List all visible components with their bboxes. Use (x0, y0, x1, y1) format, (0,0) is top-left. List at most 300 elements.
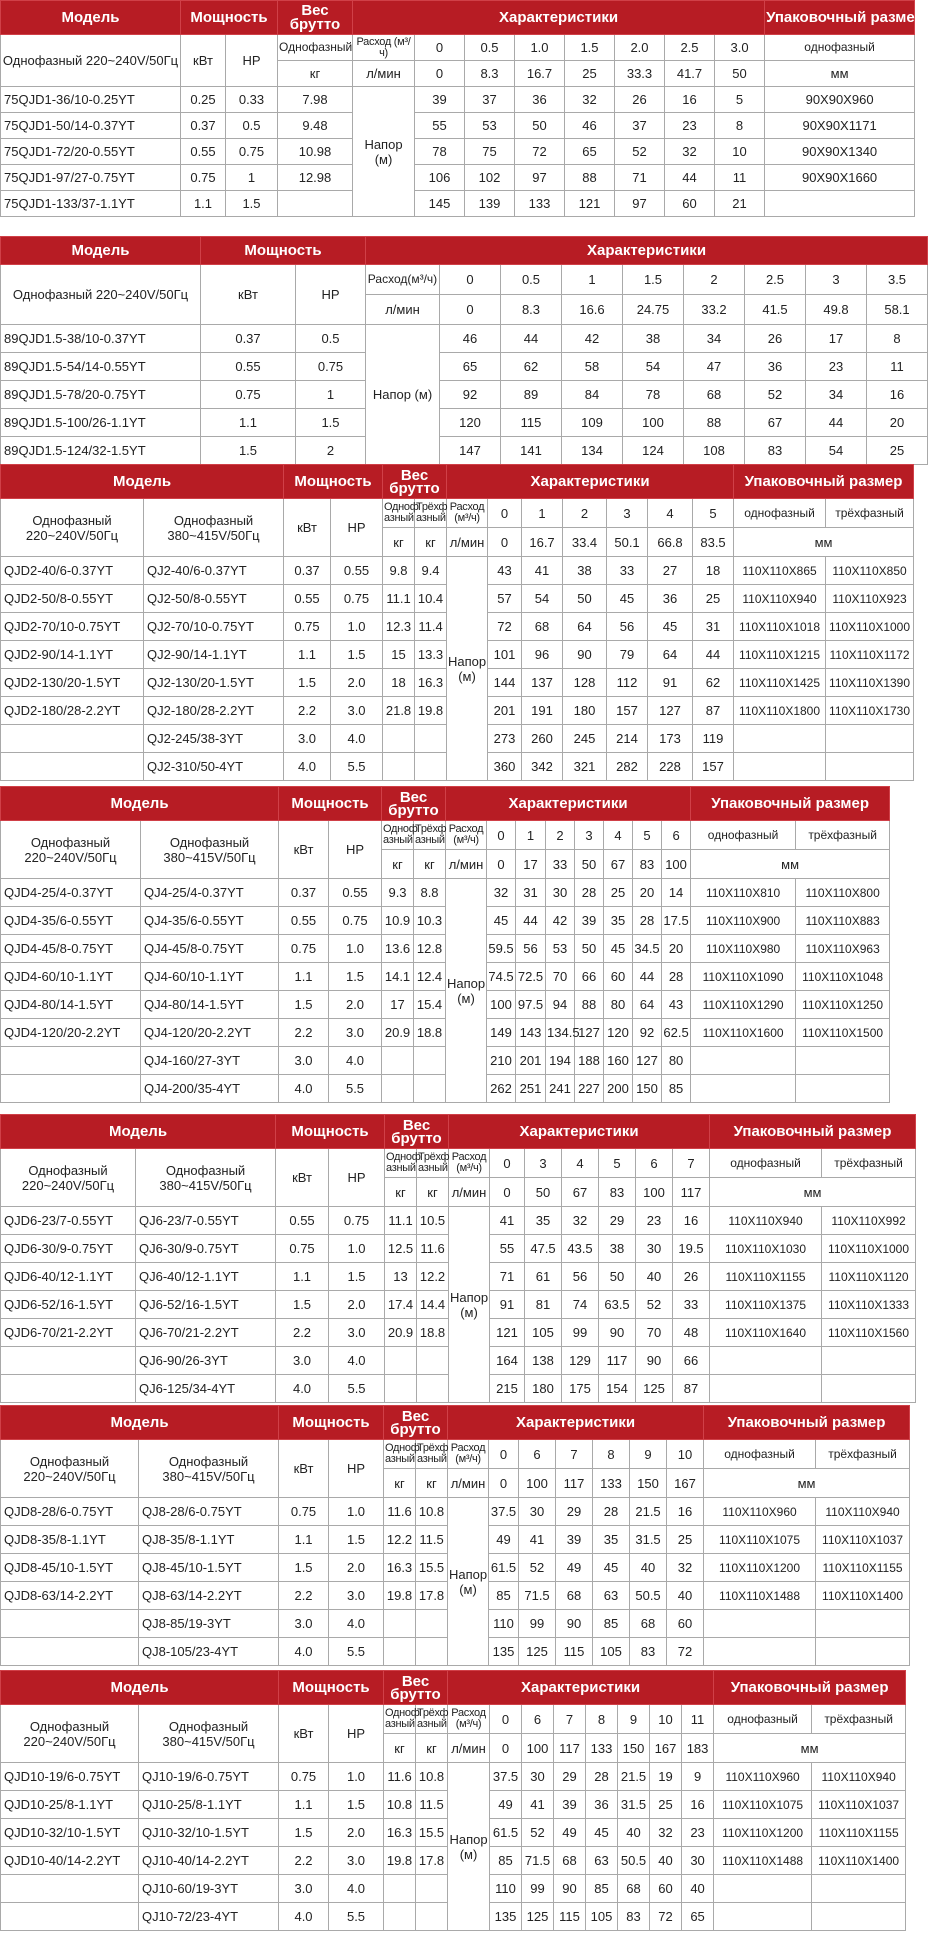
model-single-name: QJD8-28/6-0.75YT (1, 1498, 139, 1526)
flow-value: 8 (593, 1440, 630, 1469)
hp-value: 1.0 (329, 935, 382, 963)
head-value: 9 (682, 1763, 714, 1791)
weight-value: 9.48 (278, 113, 353, 139)
lmin-value: 167 (650, 1734, 682, 1763)
hp-value: 0.75 (296, 353, 366, 381)
head-value: 29 (556, 1498, 593, 1526)
packing-single-value: 110X110X1200 (714, 1819, 812, 1847)
header-model: Модель (1, 237, 201, 265)
head-value: 23 (636, 1207, 673, 1235)
head-value: 72 (667, 1638, 704, 1666)
head-value: 16 (673, 1207, 710, 1235)
head-value: 43.5 (562, 1235, 599, 1263)
model-single-name: QJD4-45/8-0.75YT (1, 935, 141, 963)
head-value: 72 (650, 1903, 682, 1931)
model-three-name: QJ4-200/35-4YT (141, 1075, 279, 1103)
head-value: 45 (487, 907, 516, 935)
head-value: 42 (546, 907, 575, 935)
lmin-value: 0 (490, 1178, 525, 1207)
flow-label: Расход (м³/ч) (447, 499, 488, 528)
model-name: 75QJD1-97/27-0.75YT (1, 165, 181, 191)
head-value: 63 (593, 1582, 630, 1610)
header-packing: Упаковочный размер (691, 787, 890, 821)
head-value: 65 (440, 353, 501, 381)
weight-three-value (415, 753, 447, 781)
head-value: 31.5 (618, 1791, 650, 1819)
kw-value: 0.37 (284, 557, 331, 585)
hp-value: 1 (226, 165, 278, 191)
hp-value: 3.0 (329, 1582, 384, 1610)
model-three-name: QJ6-40/12-1.1YT (136, 1263, 276, 1291)
model-single-name: QJD6-70/21-2.2YT (1, 1319, 136, 1347)
kw-value: 0.55 (181, 139, 226, 165)
weight-single-value: 18 (383, 669, 415, 697)
hp-value: 1.0 (329, 1763, 384, 1791)
hp-value: 3.0 (329, 1019, 382, 1047)
lmin-value: 83 (599, 1178, 636, 1207)
weight-single-label: Одноф азный (383, 499, 415, 528)
hp-label: HP (296, 265, 366, 325)
head-value: 16 (867, 381, 928, 409)
packing-three-value: 110X110X1400 (812, 1847, 906, 1875)
head-value: 81 (525, 1291, 562, 1319)
model-three-name: QJ10-60/19-3YT (139, 1875, 279, 1903)
header-characteristics: Характеристики (353, 1, 765, 35)
packing-three-value: 110X110X1560 (822, 1319, 916, 1347)
hp-value: 0.5 (296, 325, 366, 353)
head-value: 68 (556, 1582, 593, 1610)
packing-three-label: трёхфазный (816, 1440, 910, 1469)
kw-value: 1.5 (276, 1291, 329, 1319)
model-single-name (1, 1075, 141, 1103)
head-value: 44 (806, 409, 867, 437)
hp-value: 2.0 (329, 1291, 385, 1319)
table-qj8 (0, 1405, 932, 1666)
packing-single-value (691, 1047, 796, 1075)
head-value: 55 (415, 113, 465, 139)
head-value: 164 (490, 1347, 525, 1375)
packing-single-value: 110X110X1488 (714, 1847, 812, 1875)
head-value: 39 (556, 1526, 593, 1554)
head-value: 72.5 (516, 963, 546, 991)
packing-single-value: 110X110X1090 (691, 963, 796, 991)
weight-single-value: 19.8 (384, 1847, 416, 1875)
weight-single-value: 16.3 (384, 1554, 416, 1582)
head-value: 134 (562, 437, 623, 465)
head-value: 105 (593, 1638, 630, 1666)
head-value: 62 (693, 669, 734, 697)
model-three-name: QJ4-80/14-1.5YT (141, 991, 279, 1019)
weight-three-value: 11.5 (416, 1526, 448, 1554)
kw-value: 4.0 (284, 753, 331, 781)
head-value: 52 (615, 139, 665, 165)
head-value: 45 (593, 1554, 630, 1582)
kw-value: 2.2 (284, 697, 331, 725)
header-packing: Упаковочный размер (710, 1115, 916, 1149)
model-three-name: QJ2-245/38-3YT (144, 725, 284, 753)
flow-label: Расход (м³/ч) (353, 35, 415, 61)
flow-value: 3 (525, 1149, 562, 1178)
model-name: 75QJD1-36/10-0.25YT (1, 87, 181, 113)
weight-three-value: 11.4 (415, 613, 447, 641)
head-value: 61.5 (489, 1554, 519, 1582)
packing-three-value: 110X110X1037 (812, 1791, 906, 1819)
weight-single-label: Однофазный (278, 35, 353, 61)
head-value: 47.5 (525, 1235, 562, 1263)
head-value: 112 (607, 669, 648, 697)
head-value: 27 (648, 557, 693, 585)
hp-value: 1.5 (329, 1526, 384, 1554)
flow-value: 0 (488, 499, 522, 528)
head-value: 60 (650, 1875, 682, 1903)
head-value: 100 (487, 991, 516, 1019)
lmin-value: 150 (630, 1469, 667, 1498)
flow-value: 2 (546, 821, 575, 850)
head-value: 48 (673, 1319, 710, 1347)
head-value: 16 (665, 87, 715, 113)
model-single-name: QJD10-19/6-0.75YT (1, 1763, 139, 1791)
head-value: 44 (665, 165, 715, 191)
flow-value: 2.0 (615, 35, 665, 61)
flow-value: 6 (522, 1705, 554, 1734)
head-value: 32 (665, 139, 715, 165)
lmin-label: л/мин (446, 850, 487, 879)
head-value: 37.5 (490, 1763, 522, 1791)
packing-single-value (704, 1638, 816, 1666)
packing-single-value: 110X110X1800 (734, 697, 826, 725)
head-value: 134.5 (546, 1019, 575, 1047)
supply-single-label: Однофазный 220~240V/50Гц (1, 1440, 139, 1498)
head-value: 26 (673, 1263, 710, 1291)
lmin-value: 50 (715, 61, 765, 87)
head-value: 83 (745, 437, 806, 465)
packing-single-value: 110X110X1488 (704, 1582, 816, 1610)
head-value: 17 (806, 325, 867, 353)
mm-label: мм (714, 1734, 906, 1763)
head-value: 106 (415, 165, 465, 191)
head-value: 72 (488, 613, 522, 641)
head-value: 50 (563, 585, 607, 613)
hp-value: 2 (296, 437, 366, 465)
head-value: 262 (487, 1075, 516, 1103)
model-name: 89QJD1.5-100/26-1.1YT (1, 409, 201, 437)
model-single-name: QJD2-40/6-0.37YT (1, 557, 144, 585)
head-value: 40 (667, 1582, 704, 1610)
head-value: 34.5 (633, 935, 662, 963)
head-value: 120 (440, 409, 501, 437)
model-three-name: QJ6-30/9-0.75YT (136, 1235, 276, 1263)
head-value: 119 (693, 725, 734, 753)
head-value: 32 (667, 1554, 704, 1582)
kw-label: кВт (279, 1440, 329, 1498)
weight-three-value: 17.8 (416, 1847, 448, 1875)
packing-value: 90X90X1171 (765, 113, 915, 139)
packing-single-value (704, 1610, 816, 1638)
weight-single-label: Одноф азный (382, 821, 414, 850)
head-value: 34 (684, 325, 745, 353)
head-value: 52 (519, 1554, 556, 1582)
head-value: 44 (516, 907, 546, 935)
weight-single-value: 20.9 (382, 1019, 414, 1047)
lmin-value: 50 (575, 850, 604, 879)
flow-value: 8 (586, 1705, 618, 1734)
head-value: 5 (715, 87, 765, 113)
flow-value: 9 (630, 1440, 667, 1469)
supply-three-label: Однофазный 380~415V/50Гц (139, 1440, 279, 1498)
packing-three-value: 110X110X963 (796, 935, 890, 963)
hp-value: 0.5 (226, 113, 278, 139)
head-value: 115 (501, 409, 562, 437)
hp-value: 5.5 (329, 1638, 384, 1666)
lmin-value: 8.3 (501, 295, 562, 325)
hp-value: 0.33 (226, 87, 278, 113)
head-value: 191 (522, 697, 563, 725)
head-value: 56 (562, 1263, 599, 1291)
hp-label: HP (329, 1149, 385, 1207)
kw-label: кВт (284, 499, 331, 557)
mm-label: мм (734, 528, 914, 557)
packing-three-value: 110X110X1037 (816, 1526, 910, 1554)
head-value: 52 (522, 1819, 554, 1847)
head-value: 28 (593, 1498, 630, 1526)
flow-value: 3 (575, 821, 604, 850)
header-model: Модель (1, 1671, 279, 1705)
head-value: 36 (515, 87, 565, 113)
weight-three-value (415, 725, 447, 753)
lmin-value: 0 (440, 295, 501, 325)
head-value: 40 (682, 1875, 714, 1903)
hp-label: HP (329, 1705, 384, 1763)
kw-value: 1.1 (181, 191, 226, 217)
head-value: 25 (693, 585, 734, 613)
weight-three-value: 14.4 (417, 1291, 449, 1319)
weight-three-value (417, 1347, 449, 1375)
head-value: 94 (546, 991, 575, 1019)
weight-three-value: 10.3 (414, 907, 446, 935)
head-value: 30 (522, 1763, 554, 1791)
weight-single-value (384, 1875, 416, 1903)
kg-label: кг (415, 528, 447, 557)
head-value: 31.5 (630, 1526, 667, 1554)
head-value: 105 (586, 1903, 618, 1931)
flow-value: 2.5 (665, 35, 715, 61)
head-value: 23 (665, 113, 715, 139)
weight-three-value (414, 1047, 446, 1075)
table-qj6 (0, 1114, 932, 1403)
head-value: 72 (515, 139, 565, 165)
lmin-value: 150 (618, 1734, 650, 1763)
hp-value: 3.0 (331, 697, 383, 725)
flow-value: 4 (604, 821, 633, 850)
kw-label: кВт (276, 1149, 329, 1207)
packing-three-value (826, 753, 914, 781)
packing-three-value (822, 1375, 916, 1403)
header-weight: Вес брутто (383, 465, 447, 499)
hp-value: 1.5 (331, 641, 383, 669)
head-value: 52 (636, 1291, 673, 1319)
hp-value: 1.5 (329, 1263, 385, 1291)
header-power: Мощность (284, 465, 383, 499)
model-name: 75QJD1-72/20-0.55YT (1, 139, 181, 165)
header-model: Модель (1, 1, 181, 35)
head-value: 342 (522, 753, 563, 781)
head-value: 49 (554, 1819, 586, 1847)
weight-three-value (417, 1375, 449, 1403)
model-single-name (1, 725, 144, 753)
head-value: 85 (489, 1582, 519, 1610)
head-value: 32 (487, 879, 516, 907)
head-value: 245 (563, 725, 607, 753)
flow-value: 7 (554, 1705, 586, 1734)
model-three-name: QJ8-85/19-3YT (139, 1610, 279, 1638)
head-value: 144 (488, 669, 522, 697)
hp-value: 4.0 (331, 725, 383, 753)
kw-value: 0.37 (181, 113, 226, 139)
header-packing: Упаковочный размер (765, 1, 915, 35)
head-value: 175 (562, 1375, 599, 1403)
head-value: 45 (604, 935, 633, 963)
packing-single-value: 110X110X940 (710, 1207, 822, 1235)
model-three-name: QJ10-72/23-4YT (139, 1903, 279, 1931)
weight-three-value: 15.4 (414, 991, 446, 1019)
head-value: 66 (673, 1347, 710, 1375)
head-value: 68 (554, 1847, 586, 1875)
head-value: 49 (556, 1554, 593, 1582)
packing-three-value: 110X110X1333 (822, 1291, 916, 1319)
weight-three-value: 16.3 (415, 669, 447, 697)
weight-single-value: 12.5 (385, 1235, 417, 1263)
head-value: 227 (575, 1075, 604, 1103)
model-single-name (1, 1375, 136, 1403)
header-packing: Упаковочный размер (734, 465, 914, 499)
head-value: 50 (599, 1263, 636, 1291)
head-value: 40 (618, 1819, 650, 1847)
hp-value: 1.0 (331, 613, 383, 641)
head-value: 92 (633, 1019, 662, 1047)
packing-three-value (796, 1047, 890, 1075)
head-value: 46 (440, 325, 501, 353)
head-value: 125 (519, 1638, 556, 1666)
head-value: 25 (667, 1526, 704, 1554)
packing-value: 90X90X1340 (765, 139, 915, 165)
flow-label: Расход(м³/ч) (366, 265, 440, 295)
packing-three-value (812, 1875, 906, 1903)
model-three-name: QJ4-120/20-2.2YT (141, 1019, 279, 1047)
weight-single-value (384, 1610, 416, 1638)
model-three-name: QJ10-32/10-1.5YT (139, 1819, 279, 1847)
head-value: 117 (599, 1347, 636, 1375)
header-model: Модель (1, 1115, 276, 1149)
lmin-label: л/мин (447, 528, 488, 557)
hp-value: 0.75 (329, 907, 382, 935)
model-single-name: QJD2-90/14-1.1YT (1, 641, 144, 669)
header-weight: Вес брутто (384, 1671, 448, 1705)
lmin-label: л/мин (353, 61, 415, 87)
packing-single-value: 110X110X1200 (704, 1554, 816, 1582)
head-value: 127 (633, 1047, 662, 1075)
flow-label: Расход (м³/ч) (449, 1149, 490, 1178)
head-value: 20 (633, 879, 662, 907)
head-value: 66 (575, 963, 604, 991)
model-three-name: QJ2-130/20-1.5YT (144, 669, 284, 697)
flow-value: 4 (562, 1149, 599, 1178)
flow-value: 6 (636, 1149, 673, 1178)
head-value: 96 (522, 641, 563, 669)
head-value: 28 (633, 907, 662, 935)
hp-value: 1 (296, 381, 366, 409)
head-value: 60 (665, 191, 715, 217)
kw-label: кВт (181, 35, 226, 87)
lmin-value: 67 (604, 850, 633, 879)
lmin-value: 66.8 (648, 528, 693, 557)
model-single-name: QJD10-32/10-1.5YT (1, 1819, 139, 1847)
head-value: 10 (715, 139, 765, 165)
lmin-value: 49.8 (806, 295, 867, 325)
head-value: 23 (806, 353, 867, 381)
head-value: 50.5 (618, 1847, 650, 1875)
head-value: 90 (556, 1610, 593, 1638)
weight-single-value: 21.8 (383, 697, 415, 725)
packing-single-value: 110X110X1075 (704, 1526, 816, 1554)
kw-value: 0.55 (279, 907, 329, 935)
packing-three-value (812, 1903, 906, 1931)
model-three-name: QJ2-50/8-0.55YT (144, 585, 284, 613)
head-value: 43 (662, 991, 691, 1019)
packing-single-value: 110X110X940 (734, 585, 826, 613)
head-value: 71.5 (522, 1847, 554, 1875)
weight-single-value: 9.8 (383, 557, 415, 585)
head-value: 137 (522, 669, 563, 697)
packing-three-value: 110X110X1000 (826, 613, 914, 641)
flow-value: 2.5 (745, 265, 806, 295)
hp-value: 0.75 (226, 139, 278, 165)
head-value: 80 (604, 991, 633, 1019)
head-value: 63.5 (599, 1291, 636, 1319)
kw-value: 0.75 (279, 1763, 329, 1791)
head-value: 90 (636, 1347, 673, 1375)
head-value: 68 (684, 381, 745, 409)
head-value: 157 (607, 697, 648, 725)
head-value: 32 (650, 1819, 682, 1847)
header-characteristics: Характеристики (448, 1406, 704, 1440)
head-value: 127 (648, 697, 693, 725)
packing-single-value: 110X110X1215 (734, 641, 826, 669)
supply-single-label: Однофазный 220~240V/50Гц (1, 1705, 139, 1763)
head-value: 50 (515, 113, 565, 139)
flow-value: 3.5 (867, 265, 928, 295)
weight-single-label: Одноф азный (385, 1149, 417, 1178)
head-value: 124 (623, 437, 684, 465)
model-three-name: QJ2-90/14-1.1YT (144, 641, 284, 669)
flow-value: 11 (682, 1705, 714, 1734)
kw-value: 1.5 (279, 1819, 329, 1847)
packing-single-value (714, 1903, 812, 1931)
kg-label: кг (417, 1178, 449, 1207)
kw-label: кВт (279, 821, 329, 879)
model-name: 75QJD1-133/37-1.1YT (1, 191, 181, 217)
flow-value: 0.5 (501, 265, 562, 295)
header-packing: Упаковочный размер (704, 1406, 910, 1440)
weight-three-value (416, 1903, 448, 1931)
head-value: 67 (745, 409, 806, 437)
weight-three-value: 11.6 (417, 1235, 449, 1263)
head-value: 40 (630, 1554, 667, 1582)
kw-value: 2.2 (279, 1019, 329, 1047)
lmin-value: 67 (562, 1178, 599, 1207)
header-packing: Упаковочный размер (714, 1671, 906, 1705)
packing-three-value (796, 1075, 890, 1103)
flow-value: 7 (673, 1149, 710, 1178)
